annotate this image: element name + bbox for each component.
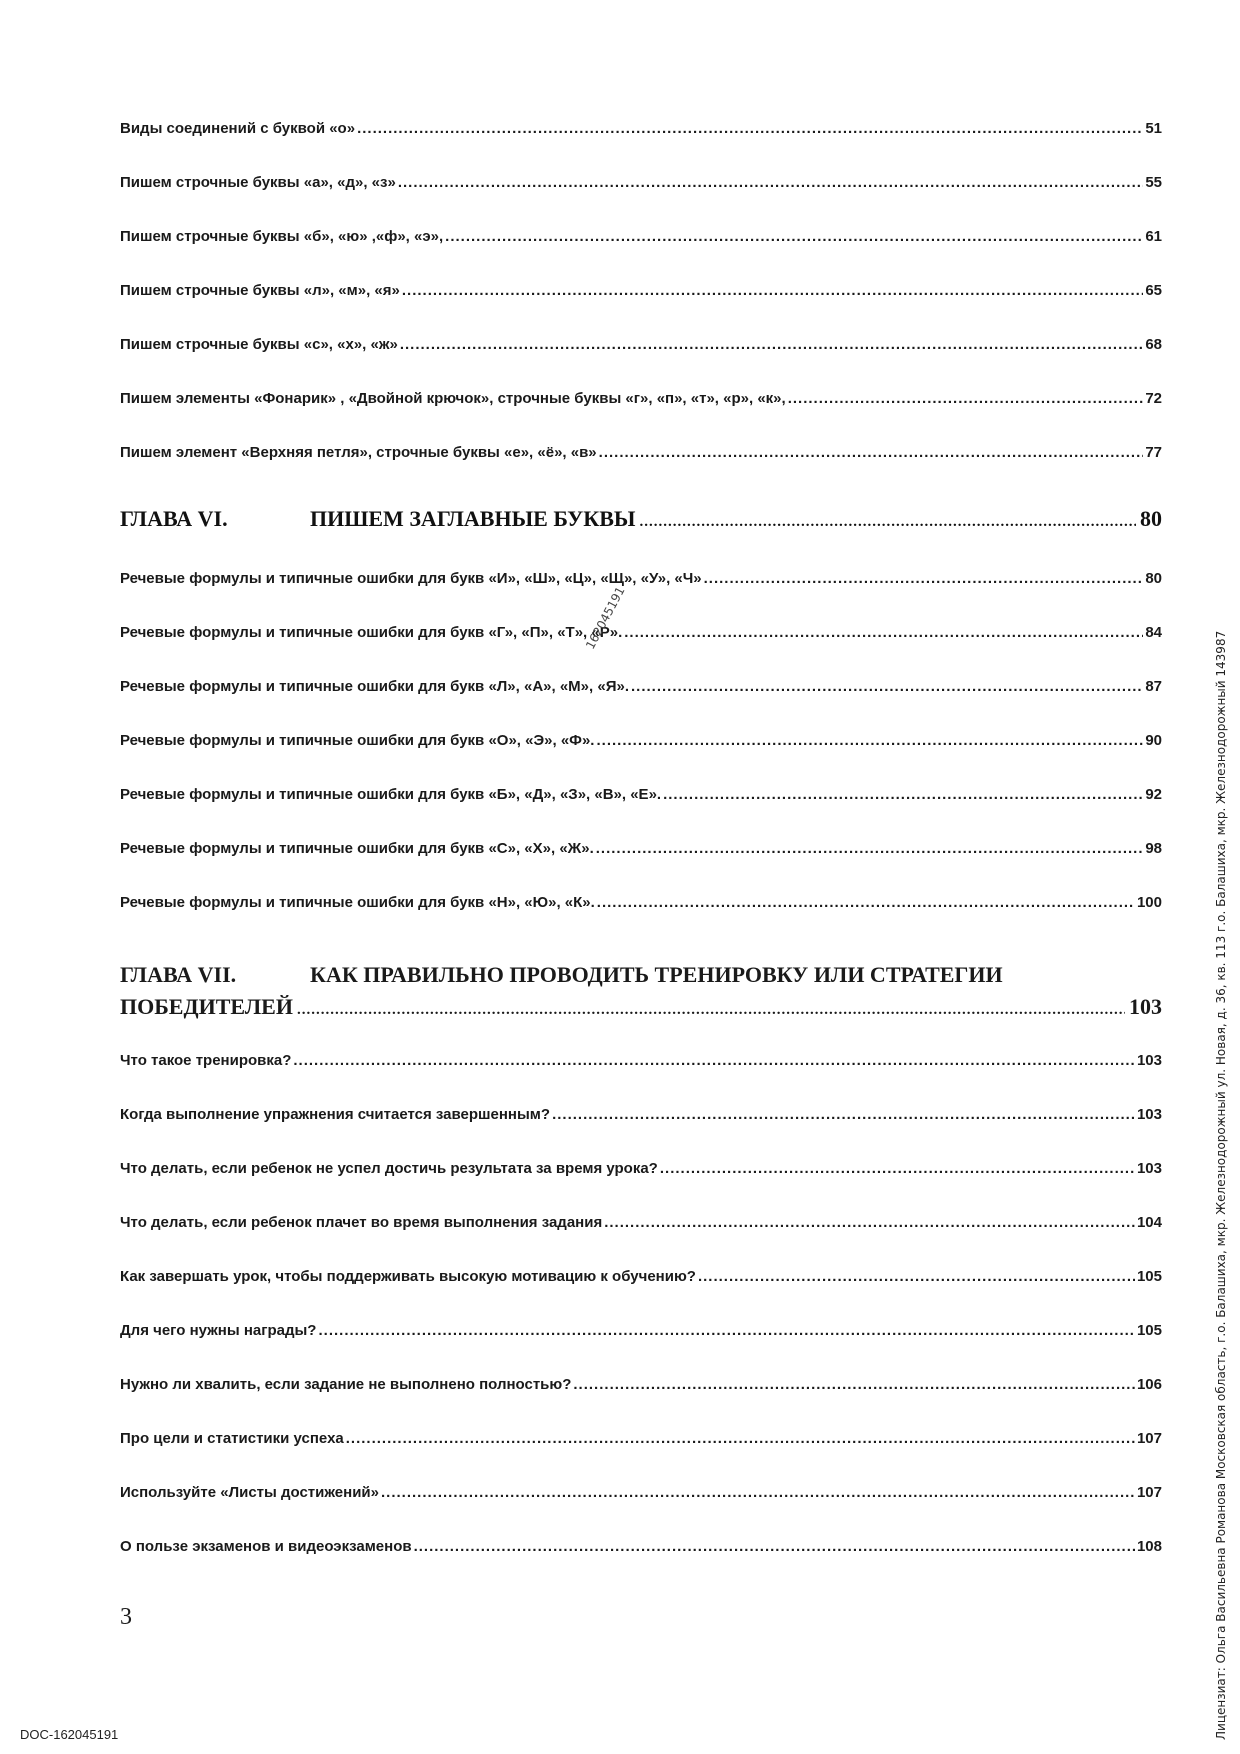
- toc-entry-page: 100: [1136, 894, 1162, 911]
- toc-entry-page: 55: [1145, 174, 1162, 191]
- toc-entry-title: Речевые формулы и типичные ошибки для букв «С», «Х», «Ж».: [120, 840, 594, 857]
- toc-entry[interactable]: [120, 840, 1162, 857]
- toc-entry[interactable]: [120, 786, 1162, 803]
- chapter-number: ГЛАВА VII.: [120, 962, 237, 987]
- toc-entry-title: Речевые формулы и типичные ошибки для букв «Г», «П», «Т», «Р».: [120, 624, 623, 641]
- dot-leader: [318, 1322, 1134, 1339]
- toc-entry[interactable]: [120, 678, 1162, 695]
- toc-entry-title: Речевые формулы и типичные ошибки для букв «Н», «Ю», «К».: [120, 894, 595, 911]
- toc-entry-title: Речевые формулы и типичные ошибки для букв «И», «Ш», «Ц», «Щ», «У», «Ч»: [120, 570, 702, 587]
- chapter-page: 103: [1129, 994, 1162, 1019]
- toc-entry-title: Как завершать урок, чтобы поддерживать высокую мотивацию к обучению?: [120, 1268, 696, 1285]
- toc-entry-title: Пишем строчные буквы «б», «ю» ,«ф», «э»,: [120, 228, 444, 245]
- dot-leader: [414, 1538, 1135, 1555]
- toc-entry-page: 68: [1145, 336, 1162, 353]
- chapter-heading[interactable]: [120, 962, 1003, 988]
- toc-entry-page: 90: [1145, 732, 1162, 749]
- dot-leader: [293, 1052, 1135, 1069]
- dot-leader: [788, 390, 1144, 407]
- page-number: 3: [120, 1604, 132, 1630]
- toc-entry[interactable]: [120, 1376, 1162, 1393]
- toc-entry-title: Пишем строчные буквы «с», «х», «ж»: [120, 336, 398, 353]
- dot-leader: [704, 570, 1144, 587]
- chapter-heading-continued[interactable]: [120, 994, 1162, 1020]
- dot-leader: [660, 1160, 1135, 1177]
- dot-leader: [698, 1268, 1135, 1285]
- toc-entry[interactable]: [120, 1484, 1162, 1501]
- toc-entry-page: 65: [1145, 282, 1162, 299]
- toc-entry-page: 98: [1145, 840, 1162, 857]
- toc-entry[interactable]: [120, 282, 1162, 299]
- dot-leader: [297, 1002, 1125, 1019]
- dot-leader: [596, 732, 1143, 749]
- chapter-title-line1: КАК ПРАВИЛЬНО ПРОВОДИТЬ ТРЕНИРОВКУ ИЛИ СТРАТЕГИИ: [310, 962, 1003, 987]
- toc-entry-page: 84: [1145, 624, 1162, 641]
- toc-entry[interactable]: [120, 1430, 1162, 1447]
- license-notice: Лицензиат: Ольга Васильевна Романова Московская область, г.о. Балашиха, мкр. Железнодорожный ул. Новая, д. 36, кв. 113 г.о. Балашиха, мкр. Железнодорожный 143987: [1214, 630, 1228, 1740]
- toc-entry-title: Речевые формулы и типичные ошибки для букв «Л», «А», «М», «Я».: [120, 678, 629, 695]
- toc-entry-page: 105: [1136, 1268, 1162, 1285]
- dot-leader: [445, 228, 1143, 245]
- toc-entry-title: Пишем строчные буквы «а», «д», «з»: [120, 174, 396, 191]
- toc-entry-title: Речевые формулы и типичные ошибки для букв «О», «Э», «Ф».: [120, 732, 595, 749]
- toc-entry[interactable]: [120, 228, 1162, 245]
- chapter-heading[interactable]: [120, 506, 1162, 532]
- dot-leader: [599, 444, 1144, 461]
- toc-entry-page: 106: [1136, 1376, 1162, 1393]
- toc-entry[interactable]: [120, 1052, 1162, 1069]
- toc-entry[interactable]: [120, 1268, 1162, 1285]
- dot-leader: [346, 1430, 1135, 1447]
- dot-leader: [398, 174, 1144, 191]
- dot-leader: [596, 840, 1144, 857]
- toc-entry-page: 103: [1136, 1106, 1162, 1123]
- dot-leader: [663, 786, 1143, 803]
- dot-leader: [597, 894, 1135, 911]
- toc-entry[interactable]: [120, 390, 1162, 407]
- dot-leader: [573, 1376, 1135, 1393]
- toc-entry-title: Что делать, если ребенок не успел достичь результата за время урока?: [120, 1160, 658, 1177]
- dot-leader: [631, 678, 1143, 695]
- dot-leader: [604, 1214, 1135, 1231]
- toc-entry-page: 104: [1136, 1214, 1162, 1231]
- toc-entry[interactable]: [120, 1322, 1162, 1339]
- dot-leader: [381, 1484, 1135, 1501]
- dot-leader: [640, 514, 1137, 531]
- toc-entry-title: Что делать, если ребенок плачет во время выполнения задания: [120, 1214, 603, 1231]
- toc-entry-page: 103: [1136, 1052, 1162, 1069]
- toc-entry-page: 87: [1145, 678, 1162, 695]
- toc-entry-title: Для чего нужны награды?: [120, 1322, 317, 1339]
- toc-entry-title: Речевые формулы и типичные ошибки для букв «Б», «Д», «З», «В», «Е».: [120, 786, 662, 803]
- watermark-id: 162045191: [583, 584, 628, 652]
- toc-entry-title: Про цели и статистики успеха: [120, 1430, 344, 1447]
- document-id: DOC-162045191: [20, 1727, 119, 1742]
- toc-entry-page: 51: [1145, 120, 1162, 137]
- toc-entry[interactable]: [120, 732, 1162, 749]
- dot-leader: [402, 282, 1143, 299]
- chapter-title: ПИШЕМ ЗАГЛАВНЫЕ БУКВЫ: [310, 506, 636, 531]
- toc-entry-title: Виды соединений с буквой «о»: [120, 120, 356, 137]
- dot-leader: [624, 624, 1143, 641]
- toc-entry[interactable]: [120, 624, 1162, 641]
- toc-entry-page: 103: [1136, 1160, 1162, 1177]
- toc-entry-title: Пишем строчные буквы «л», «м», «я»: [120, 282, 400, 299]
- toc-entry-page: 108: [1136, 1538, 1162, 1555]
- toc-entry[interactable]: [120, 444, 1162, 461]
- toc-entry[interactable]: [120, 120, 1162, 137]
- toc-entry-title: О пользе экзаменов и видеоэкзаменов: [120, 1538, 412, 1555]
- toc-entry-title: Пишем элементы «Фонарик» , «Двойной крючок», строчные буквы «г», «п», «т», «р», «к»,: [120, 390, 786, 407]
- chapter-title-line2: ПОБЕДИТЕЛЕЙ: [120, 994, 293, 1019]
- chapter-number: ГЛАВА VI.: [120, 506, 228, 531]
- toc-entry-page: 61: [1145, 228, 1162, 245]
- chapter-page: 80: [1140, 506, 1162, 531]
- toc-entry-title: Что такое тренировка?: [120, 1052, 292, 1069]
- toc-entry-title: Нужно ли хвалить, если задание не выполнено полностью?: [120, 1376, 572, 1393]
- dot-leader: [400, 336, 1144, 353]
- toc-entry[interactable]: [120, 1106, 1162, 1123]
- toc-entry-title: Используйте «Листы достижений»: [120, 1484, 379, 1501]
- toc-entry-page: 77: [1145, 444, 1162, 461]
- toc-entry-page: 92: [1145, 786, 1162, 803]
- toc-entry-page: 72: [1145, 390, 1162, 407]
- toc-entry-title: Когда выполнение упражнения считается завершенным?: [120, 1106, 551, 1123]
- toc-entry[interactable]: [120, 336, 1162, 353]
- toc-entry[interactable]: [120, 1214, 1162, 1231]
- toc-entry[interactable]: [120, 174, 1162, 191]
- toc-entry-title: Пишем элемент «Верхняя петля», строчные буквы «е», «ё», «в»: [120, 444, 597, 461]
- dot-leader: [357, 120, 1143, 137]
- toc-entry[interactable]: [120, 1538, 1162, 1555]
- toc-entry-page: 80: [1145, 570, 1162, 587]
- toc-entry-page: 107: [1136, 1430, 1162, 1447]
- toc-entry[interactable]: [120, 894, 1162, 911]
- toc-entry[interactable]: [120, 1160, 1162, 1177]
- toc-entry-page: 105: [1136, 1322, 1162, 1339]
- toc-entry-page: 107: [1136, 1484, 1162, 1501]
- toc-entry[interactable]: [120, 570, 1162, 587]
- dot-leader: [552, 1106, 1135, 1123]
